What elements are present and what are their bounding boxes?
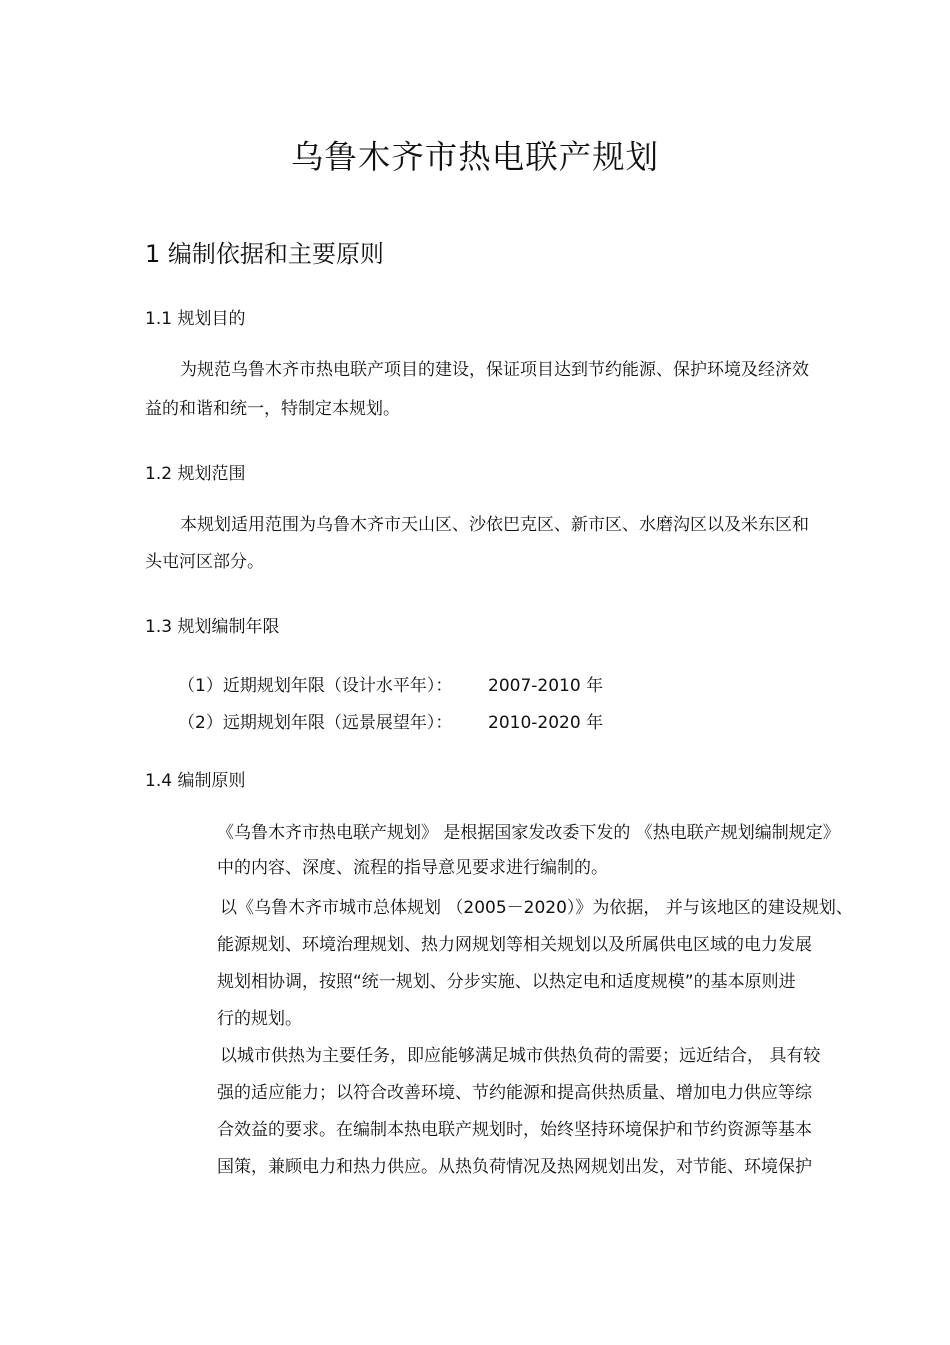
paragraph-line: 国策，兼顾电力和热力供应。从热负荷情况及热网规划出发，对节能、环境保护 bbox=[217, 1157, 812, 1177]
paragraph-line: 中的内容、深度、流程的指导意见要求进行编制的。 bbox=[217, 858, 608, 878]
document-title: 乌鲁木齐市热电联产规划 bbox=[290, 138, 660, 176]
paragraph-line: 本规划适用范围为乌鲁木齐市天山区、沙依巴克区、新市区、水磨沟区以及米东区和 bbox=[180, 515, 809, 535]
paragraph-line: 以城市供热为主要任务，即应能够满足城市供热负荷的需要；远近结合， 具有较 bbox=[220, 1046, 821, 1066]
limit-label-far: （2）远期规划年限（远景展望年）： bbox=[178, 713, 453, 733]
limit-label-near: （1）近期规划年限（设计水平年）： bbox=[178, 676, 453, 696]
paragraph-line: 以《乌鲁木齐市城市总体规划 （2005－2020）》为依据， 并与该地区的建设规划、 bbox=[220, 898, 853, 918]
chapter-heading: 1 编制依据和主要原则 bbox=[145, 240, 384, 268]
paragraph-line: 能源规划、环境治理规划、热力网规划等相关规划以及所属供电区域的电力发展 bbox=[217, 935, 812, 955]
paragraph-line: 《乌鲁木齐市热电联产规划》 是根据国家发改委下发的 《热电联产规划编制规定》 bbox=[217, 823, 840, 843]
limit-value-far: 2010-2020 年 bbox=[488, 713, 604, 733]
paragraph-line: 益的和谐和统一，特制定本规划。 bbox=[145, 399, 400, 419]
paragraph-line: 为规范乌鲁木齐市热电联产项目的建设，保证项目达到节约能源、保护环境及经济效 bbox=[180, 360, 809, 380]
section-heading-1-4: 1.4 编制原则 bbox=[145, 771, 246, 791]
section-heading-1-2: 1.2 规划范围 bbox=[145, 464, 246, 484]
paragraph-line: 合效益的要求。在编制本热电联产规划时，始终坚持环境保护和节约资源等基本 bbox=[217, 1120, 812, 1140]
paragraph-line: 规划相协调，按照“统一规划、分步实施、以热定电和适度规模”的基本原则进 bbox=[217, 972, 796, 992]
section-heading-1-3: 1.3 规划编制年限 bbox=[145, 617, 280, 637]
section-heading-1-1: 1.1 规划目的 bbox=[145, 309, 246, 329]
paragraph-line: 行的规划。 bbox=[217, 1009, 302, 1029]
paragraph-line: 强的适应能力；以符合改善环境、节约能源和提高供热质量、增加电力供应等综 bbox=[217, 1083, 812, 1103]
limit-value-near: 2007-2010 年 bbox=[488, 676, 604, 696]
paragraph-line: 头屯河区部分。 bbox=[145, 552, 264, 572]
